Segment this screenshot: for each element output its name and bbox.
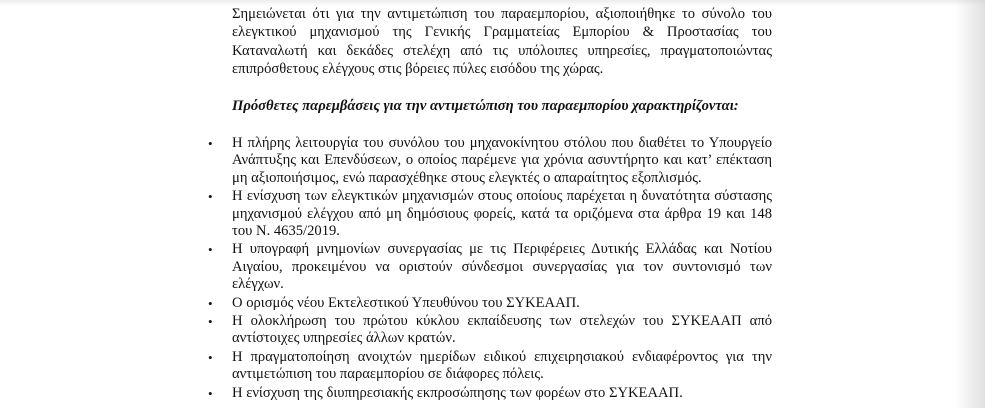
bullet-icon: • — [208, 386, 213, 402]
list-item-text: Η ενίσχυση της διυπηρεσιακής εκπροσώπησης των φορέων στο ΣΥΚΕΑΑΠ. — [232, 385, 683, 402]
list-item — [208, 135, 772, 187]
list-item — [208, 188, 772, 240]
bullet-icon: • — [208, 189, 213, 205]
bullet-icon: • — [208, 242, 213, 258]
list-item — [208, 349, 772, 383]
list-item — [208, 294, 772, 312]
bullet-icon: • — [208, 136, 213, 152]
bullet-icon: • — [208, 295, 213, 311]
list-item — [208, 313, 772, 347]
list-item-text: Η πραγματοποίηση ανοιχτών ημερίδων ειδικού επιχειρησιακού ενδιαφέροντος για την αντιμετώπιση του παραεμπορίου σε διάφορες πόλεις. — [232, 349, 772, 383]
bullet-icon: • — [208, 350, 213, 366]
list-item — [208, 241, 772, 293]
list-item-text: Ο ορισμός νέου Εκτελεστικού Υπευθύνου του ΣΥΚΕΑΑΠ. — [232, 294, 580, 311]
right-edge-shadow — [955, 0, 985, 408]
section-heading: Πρόσθετες παρεμβάσεις για την αντιμετώπιση του παραεμπορίου χαρακτηρίζονται: — [232, 98, 739, 115]
measures-list — [208, 135, 772, 402]
document-page — [208, 5, 772, 404]
list-item-text: Η ενίσχυση των ελεγκτικών μηχανισμών στους οποίους παρέχεται η δυνατότητα σύστασης μηχανισμού ελέγχου από μη δημόσιους φορείς, κατά τα οριζόμενα στα άρθρα 19 και 148 του Ν. 4635/2019. — [232, 188, 772, 239]
intro-paragraph: Σημειώνεται ότι για την αντιμετώπιση του παραεμπορίου, αξιοποιήθηκε το σύνολο του ελεγκτικού μηχανισμού της Γενικής Γραμματείας Εμπορίου & Προστασίας του Καταναλωτή και δεκάδες στελέχη από τις υπόλοιπες υπηρεσίες, πραγματοποιώντας επιπρόσθετους ελέγχους στις βόρειες πύλες εισόδου της χώρας. — [232, 6, 772, 77]
list-item-text: Η υπογραφή μνημονίων συνεργασίας με τις Περιφέρειες Δυτικής Ελλάδας και Νοτίου Αιγαίου, προκειμένου να οριστούν σύνδεσμοι συνεργασίας για τον συντονισμό των ελέγχων. — [232, 241, 772, 292]
list-item-text: Η πλήρης λειτουργία του συνόλου του μηχανοκίνητου στόλου που διαθέτει το Υπουργείο Ανάπτυξης και Επενδύσεων, ο οποίος παρέμενε για χρόνια ασυντήρητο και κατ’ επέκταση μη αξιοποιήσιμος, ενώ παρασχέθηκε στους ελεγκτές ο απαραίτητος εξοπλισμός. — [232, 135, 772, 186]
list-item — [208, 385, 772, 402]
bullet-icon: • — [208, 314, 213, 330]
list-item-text: Η ολοκλήρωση του πρώτου κύκλου εκπαίδευσης των στελεχών του ΣΥΚΕΑΑΠ από αντίστοιχες υπηρεσίες άλλων κρατών. — [232, 313, 772, 347]
